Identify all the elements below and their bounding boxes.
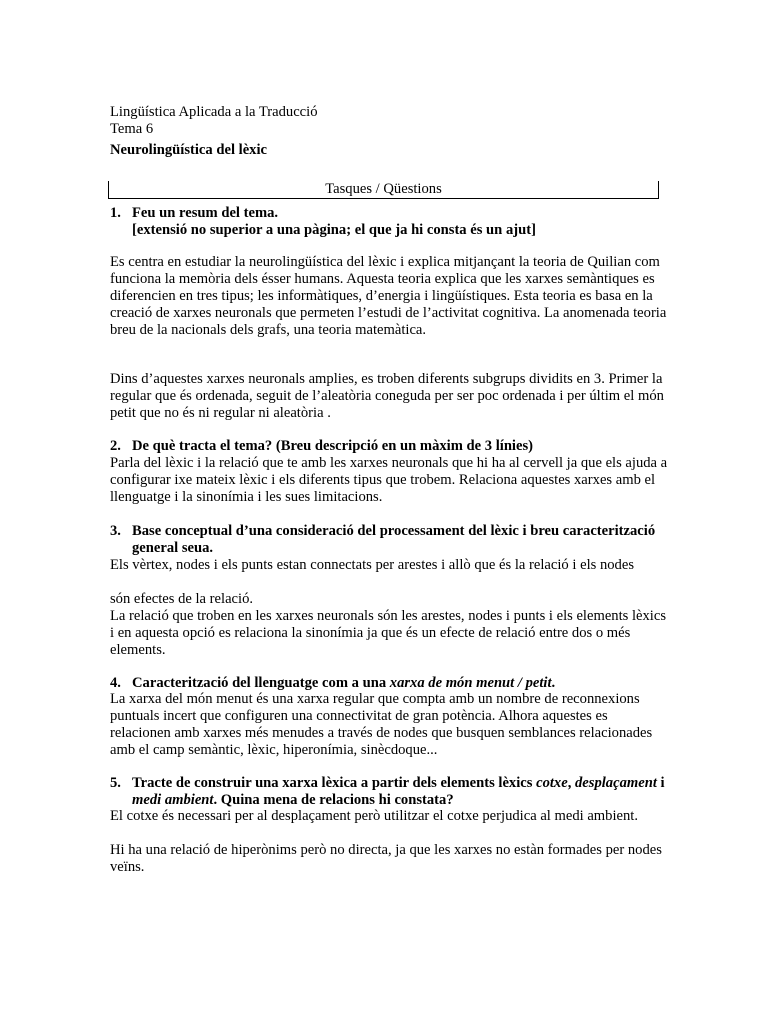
question-2: [110, 438, 670, 455]
question-note: [extensió no superior a una pàgina; el que ja hi consta és un ajut]: [132, 222, 536, 238]
question-text: Feu un resum del tema.: [132, 205, 279, 221]
tasks-label: Tasques / Qüestions: [325, 181, 442, 197]
answer-2-paragraph-1: Parla del lèxic i la relació que te amb les xarxes neuronals que hi ha al cervell ja que els ajuda a configurar ixe mateix lèxic i els diferents tipus que trobem. Relaciona aquestes xarxes amb el llenguatge i la sinonímia i les sues limitacions.: [110, 455, 668, 505]
question-number: 3.: [110, 523, 121, 539]
answer-3-paragraph-3: La relació que troben en les xarxes neuronals són les arestes, nodes i punts i els elements lèxics i en aquesta opció es relaciona la sinonímia ja que és un efecte de relació entre dos o més elements.: [110, 608, 667, 658]
question-text-part: i: [656, 775, 665, 791]
question-text-italic: medi ambient: [132, 792, 214, 808]
question-text-italic: desplaçament: [575, 775, 657, 791]
question-text-part: Caracterització del llenguatge com a una: [132, 675, 390, 691]
answer-1-paragraph-1: Es centra en estudiar la neurolingüística del lèxic i explica mitjançant la teoria de Quilian com funciona la memòria dels ésser humans. Aquesta teoria explica que les xarxes semàntiques es diferencien en tres tipus; les informàtiques, d’energia i lingüístiques. Esta teoria es basa en la creació de xarxes neuronals que permeten l’estudi de l’activitat cognitiva. La anomenada teoria breu de la nacionals dels grafs, una teoria matemàtica.: [110, 254, 667, 338]
answer-5-paragraph-1: El cotxe és necessari per al desplaçament però utilitzar el cotxe perjudica al medi ambient.: [110, 808, 638, 824]
course-name: Lingüística Aplicada a la Traducció: [110, 104, 318, 120]
answer-3-paragraph-1: Els vèrtex, nodes i els punts estan connectats per arestes i allò que és la relació i els nodes: [110, 557, 634, 573]
question-5: [110, 775, 670, 809]
question-number: 2.: [110, 438, 121, 454]
question-number: 4.: [110, 675, 121, 691]
question-4: [110, 675, 670, 692]
question-text: [132, 775, 670, 809]
question-text: Base conceptual d’una consideració del processament del lèxic i breu caracterització general seua.: [132, 523, 656, 556]
question-text-italic: cotxe: [536, 775, 568, 791]
theme-number: Tema 6: [110, 121, 154, 137]
question-text-part: Tracte de construir una xarxa lèxica a partir dels elements lèxics: [132, 775, 537, 791]
question-number: 1.: [110, 205, 121, 221]
question-1: [110, 205, 670, 239]
question-text: De què tracta el tema? (Breu descripció en un màxim de 3 línies): [132, 438, 534, 454]
answer-3-paragraph-2: són efectes de la relació.: [110, 591, 254, 607]
page-title: Neurolingüística del lèxic: [110, 142, 268, 158]
answer-4-paragraph-1: La xarxa del món menut és una xarxa regular que compta amb un nombre de reconnexions puntuals incert que configuren una connectivitat de gran potència. Alhora aquestes es relacionen amb xarxes més menudes a través de nodes que busquen semblances relacionades amb el camp semàntic, lèxic, hiperonímia, sinècdoque...: [110, 691, 653, 758]
question-text-part: . Quina mena de relacions hi constata?: [213, 792, 454, 808]
question-text: [132, 675, 670, 692]
question-text-italic: xarxa de món menut / petit: [389, 675, 552, 691]
question-number: 5.: [110, 775, 121, 791]
question-text-part: ,: [567, 775, 575, 791]
question-text-part: .: [551, 675, 556, 691]
question-3: [110, 523, 670, 557]
answer-1-paragraph-2: Dins d’aquestes xarxes neuronals amplies, es troben diferents subgrups dividits en 3. Primer la regular que és ordenada, seguit de l’aleatòria coneguda per ser poc ordenada i per últim el món petit que no és ni regular ni aleatòria .: [110, 371, 664, 421]
answer-5-paragraph-2: Hi ha una relació de hiperònims però no directa, ja que les xarxes no estàn formades per nodes veïns.: [110, 842, 662, 875]
tasks-header-box: [108, 181, 659, 199]
